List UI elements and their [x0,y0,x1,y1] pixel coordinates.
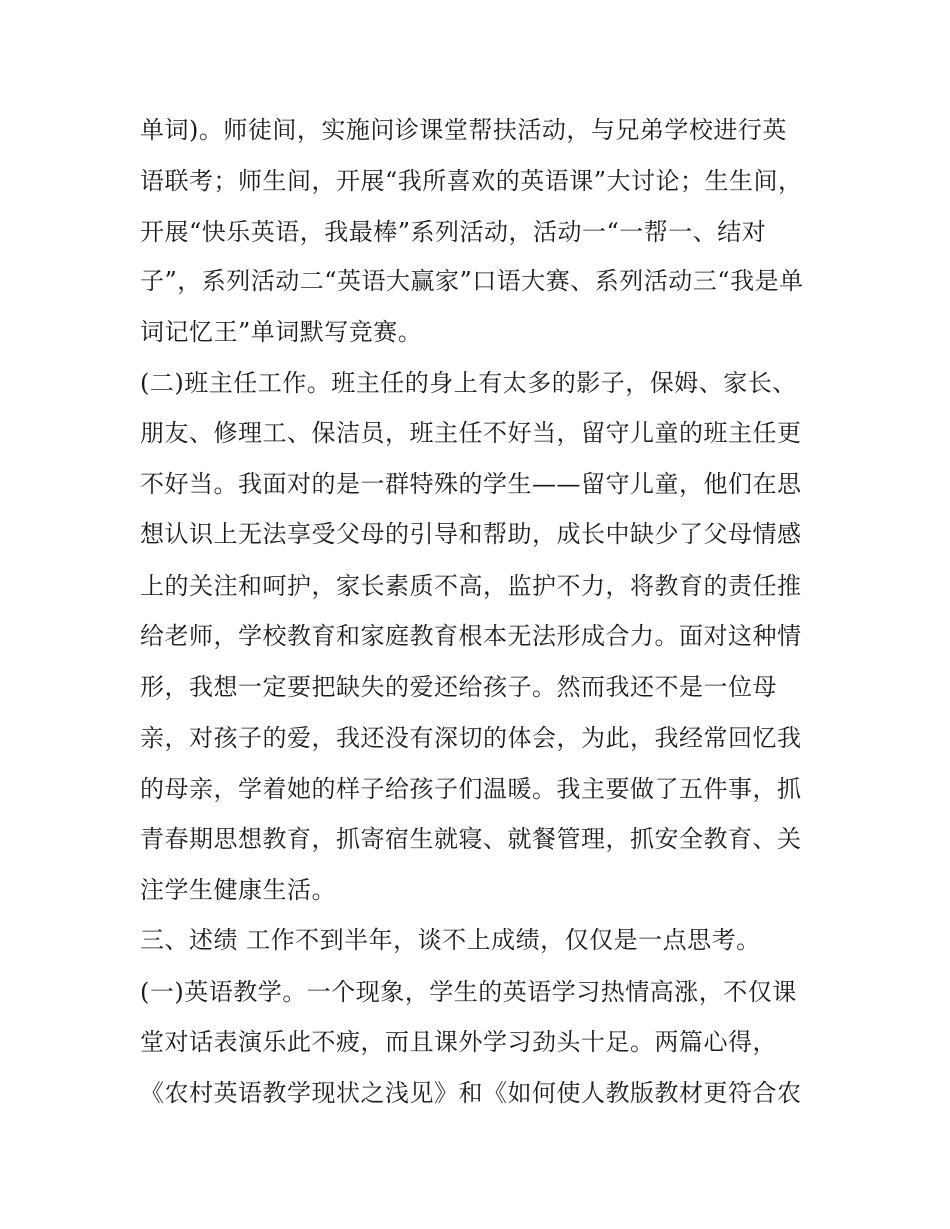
text-line: 注学生健康生活。 [140,876,336,904]
text-line: 的母亲，学着她的样子给孩子们温暖。我主要做了五件事，抓 [140,775,802,803]
text-line: 不好当。我面对的是一群特殊的学生——留守儿童，他们在思 [140,470,802,498]
text-line: (二)班主任工作。班主任的身上有太多的影子，保姆、家长、 [140,369,797,397]
text-line: 堂对话表演乐此不疲，而且课外学习劲头十足。两篇心得， [140,1028,777,1056]
text-line: 给老师，学校教育和家庭教育根本无法形成合力。面对这种情 [140,622,802,650]
text-line: 子”，系列活动二“英语大赢家”口语大赛、系列活动三“我是单 [140,267,804,295]
text-line: 《农村英语教学现状之浅见》和《如何使人教版教材更符合农 [140,1079,802,1107]
text-line: 开展“快乐英语，我最棒”系列活动，活动一“一帮一、结对 [140,218,767,246]
text-line: 青春期思想教育，抓寄宿生就寝、就餐管理，抓安全教育、关 [140,825,802,853]
text-line: 上的关注和呵护，家长素质不高，监护不力，将教育的责任推 [140,572,802,600]
text-line: 亲，对孩子的爱，我还没有深切的体会，为此，我经常回忆我 [140,724,802,752]
text-line: 语联考；师生间，开展“我所喜欢的英语课”大讨论；生生间， [140,167,803,195]
text-line: 词记忆王”单词默写竞赛。 [140,318,423,346]
text-line: 形，我想一定要把缺失的爱还给孩子。然而我还不是一位母 [140,673,777,701]
text-line: 三、述绩 工作不到半年，谈不上成绩，仅仅是一点思考。 [140,926,761,954]
text-line: (一)英语教学。一个现象，学生的英语学习热情高涨，不仅课 [140,978,797,1006]
text-line: 单词)。师徒间，实施问诊课堂帮扶活动，与兄弟学校进行英 [140,116,787,144]
text-line: 朋友、修理工、保洁员，班主任不好当，留守儿童的班主任更 [140,419,802,447]
text-line: 想认识上无法享受父母的引导和帮助，成长中缺少了父母情感 [140,520,802,548]
